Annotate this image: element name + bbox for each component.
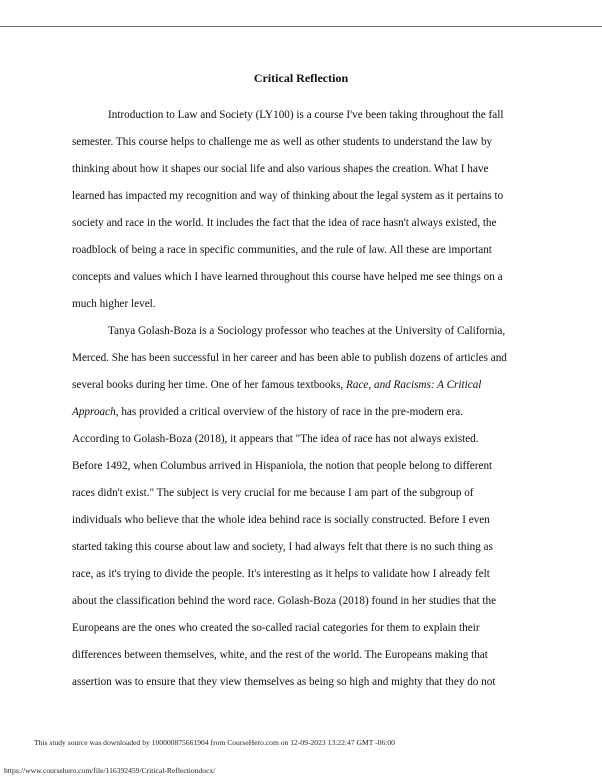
paragraph-1-line: Introduction to Law and Society (LY100) is a course I've been taking throughout the fall: [108, 109, 504, 121]
paragraph-2-line: [72, 405, 463, 419]
download-notice: This study source was downloaded by 100000875661904 from CourseHero.com on 12-09-2023 13:22:47 GMT -06:00: [34, 738, 395, 747]
paragraph-2-line: assertion was to ensure that they view themselves as being so high and mighty that they do not: [72, 676, 496, 688]
paragraph-2-line: race, as it's trying to divide the people. It's interesting as it helps to validate how I already felt: [72, 568, 490, 580]
book-title-continued: Approach: [72, 406, 116, 418]
paragraph-1-line: thinking about how it shapes our social life and also various shapes the creation. What I have: [72, 163, 489, 175]
line-text: several books during her time. One of her famous textbooks,: [72, 379, 347, 391]
paragraph-1-line: roadblock of being a race in specific communities, and the rule of law. All these are important: [72, 244, 492, 256]
header-rule: [0, 26, 602, 27]
paragraph-2-line: Before 1492, when Columbus arrived in Hispaniola, the notion that people belong to different: [72, 460, 493, 472]
source-url-link[interactable]: https://www.coursehero.com/file/116392459/Critical-Reflectiondocx/: [4, 766, 216, 775]
paragraph-2-line: [72, 378, 481, 392]
line-text: , has provided a critical overview of the history of race in the pre-modern era.: [115, 406, 464, 418]
paragraph-1-line: concepts and values which I have learned throughout this course have helped me see things on a: [72, 271, 503, 283]
paragraph-2-line: about the classification behind the word race. Golash-Boza (2018) found in her studies that the: [72, 595, 497, 607]
paragraph-2-line: According to Golash-Boza (2018), it appears that "The idea of race has not always existed.: [72, 433, 479, 445]
paragraph-2-line: differences between themselves, white, and the rest of the world. The Europeans making that: [72, 649, 488, 661]
paragraph-2-line: races didn't exist." The subject is very crucial for me because I am part of the subgroup of: [72, 487, 474, 499]
paragraph-1-line: semester. This course helps to challenge me as well as other students to understand the law by: [72, 136, 493, 148]
paragraph-2-line: Europeans are the ones who created the so-called racial categories for them to explain their: [72, 622, 480, 634]
paragraph-1-line: society and race in the world. It includes the fact that the idea of race hasn't always existed, the: [72, 217, 497, 229]
paragraph-2-line: Merced. She has been successful in her career and has been able to publish dozens of articles and: [72, 352, 507, 364]
paragraph-2-line: Tanya Golash-Boza is a Sociology professor who teaches at the University of California,: [108, 325, 506, 337]
document-title: Critical Reflection: [253, 71, 349, 85]
paragraph-2-line: individuals who believe that the whole idea behind race is socially constructed. Before I even: [72, 514, 490, 526]
paragraph-1-line: learned has impacted my recognition and way of thinking about the legal system as it pertains to: [72, 190, 504, 202]
book-title: Race, and Racisms: A Critical: [346, 379, 482, 391]
paragraph-1-line: much higher level.: [72, 298, 156, 310]
paragraph-2-line: started taking this course about law and society, I had always felt that there is no such thing as: [72, 541, 493, 553]
